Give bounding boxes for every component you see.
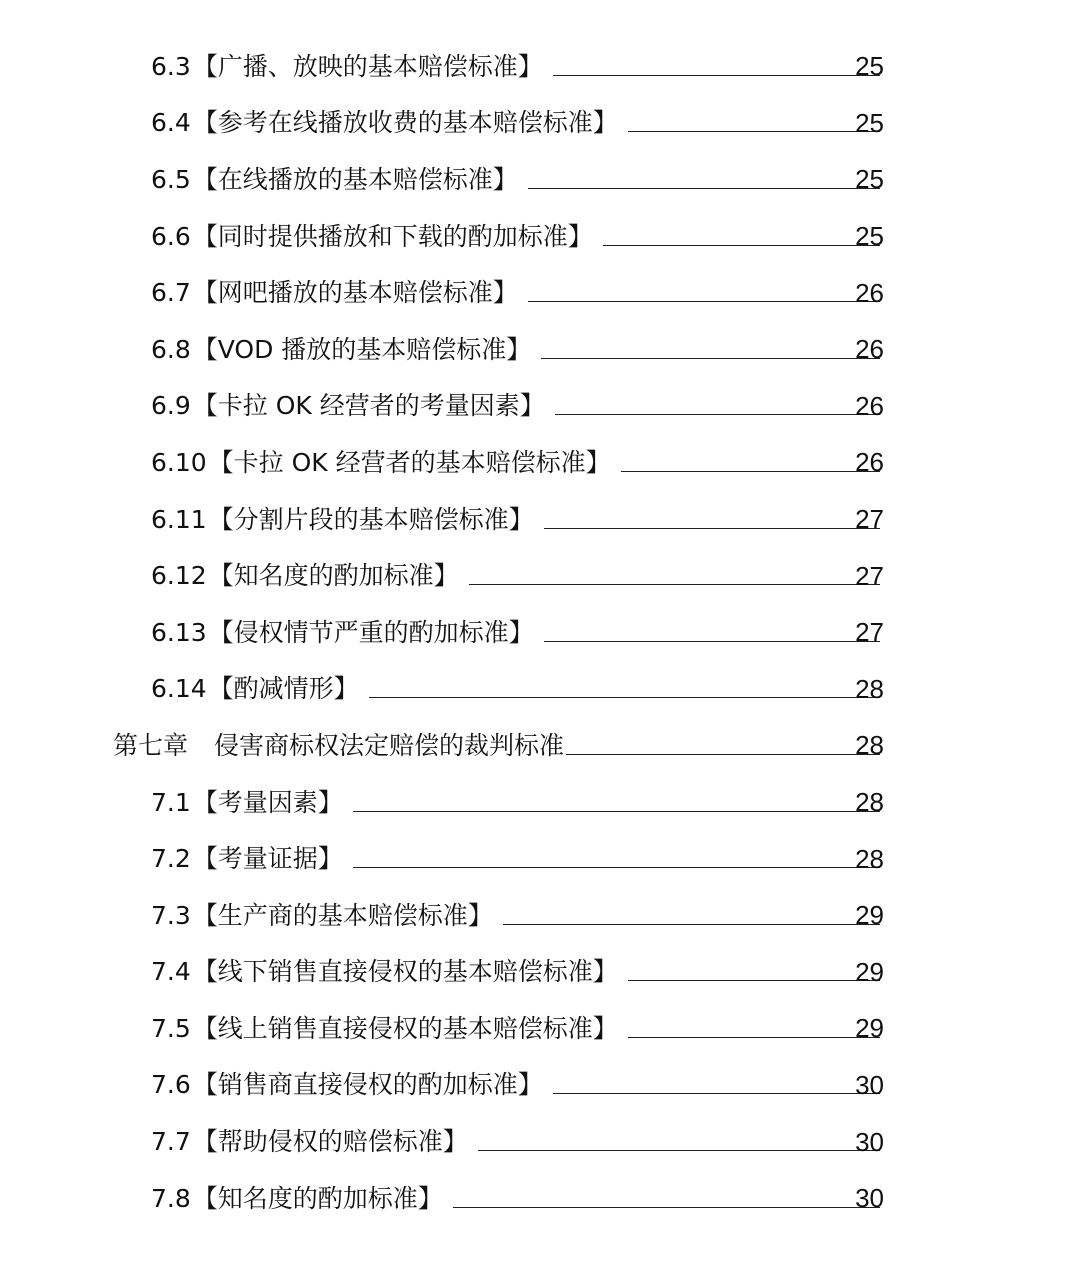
toc-entry-label	[151, 108, 618, 138]
toc-leader-line	[621, 471, 880, 472]
toc-page-number: 25	[855, 51, 884, 82]
toc-entry-label	[151, 674, 359, 704]
toc-entry[interactable]	[0, 491, 1080, 548]
toc-entry-title: 【网吧播放的基本赔偿标准】	[192, 278, 518, 308]
toc-leader-line	[553, 1093, 880, 1094]
toc-chapter-entry[interactable]	[0, 717, 1080, 774]
toc-entry[interactable]	[0, 1113, 1080, 1170]
toc-page-number: 25	[855, 107, 884, 138]
toc-entry-label	[151, 447, 611, 477]
toc-entry-label	[151, 561, 459, 591]
toc-entry-number: 6.10	[151, 447, 207, 477]
toc-entry[interactable]	[0, 1000, 1080, 1057]
toc-entry-title: 【广播、放映的基本赔偿标准】	[192, 51, 543, 81]
toc-entry-title: 【生产商的基本赔偿标准】	[192, 900, 493, 930]
toc-page-number: 25	[855, 164, 884, 195]
toc-entry[interactable]	[0, 434, 1080, 491]
toc-entry-number: 7.2	[151, 844, 191, 874]
toc-leader-line	[528, 301, 880, 302]
toc-entry-number: 6.5	[151, 164, 191, 194]
toc-chapter-number: 第七章	[113, 730, 189, 760]
toc-entry[interactable]	[0, 887, 1080, 944]
toc-entry[interactable]	[0, 151, 1080, 208]
toc-leader-line	[453, 1207, 880, 1208]
toc-leader-line	[353, 811, 880, 812]
toc-entry-number: 7.6	[151, 1070, 191, 1100]
toc-page-number: 29	[855, 900, 884, 931]
toc-page-number: 26	[855, 447, 884, 478]
toc-entry-title: 【销售商直接侵权的酌加标准】	[192, 1070, 543, 1100]
toc-entry[interactable]	[0, 321, 1080, 378]
toc-entry-title: 【知名度的酌加标准】	[192, 1183, 443, 1213]
toc-entry-label	[151, 787, 343, 817]
toc-entry[interactable]	[0, 661, 1080, 718]
toc-leader-line	[603, 245, 880, 246]
toc-page-number: 26	[855, 334, 884, 365]
toc-entry-number: 7.8	[151, 1183, 191, 1213]
toc-entry-number: 7.4	[151, 957, 191, 987]
toc-entry[interactable]	[0, 547, 1080, 604]
toc-entry-title: 【分割片段的基本赔偿标准】	[208, 504, 534, 534]
toc-entry-label	[113, 730, 565, 760]
toc-entry[interactable]	[0, 208, 1080, 265]
toc-entry-label	[151, 844, 343, 874]
toc-entry[interactable]	[0, 264, 1080, 321]
toc-leader-line	[555, 414, 880, 415]
toc-entry-number: 7.7	[151, 1127, 191, 1157]
toc-page-number: 30	[855, 1183, 884, 1214]
toc-entry-title: 【卡拉 OK 经营者的基本赔偿标准】	[208, 447, 611, 477]
toc-leader-line	[628, 1037, 880, 1038]
toc-page-number: 28	[855, 730, 884, 761]
toc-entry[interactable]	[0, 944, 1080, 1001]
toc-page-number: 29	[855, 1013, 884, 1044]
toc-entry-title: 【参考在线播放收费的基本赔偿标准】	[192, 108, 618, 138]
toc-entry-label	[151, 391, 545, 421]
toc-entry-label	[151, 900, 493, 930]
toc-entry-label	[151, 164, 518, 194]
toc-page-number: 26	[855, 390, 884, 421]
toc-entry-title: 【侵权情节严重的酌加标准】	[208, 617, 534, 647]
toc-page-number: 26	[855, 277, 884, 308]
toc-entry-label	[151, 1013, 618, 1043]
toc-entry-label	[151, 334, 532, 364]
toc-page-number: 30	[855, 1126, 884, 1157]
toc-leader-line	[503, 924, 880, 925]
toc-page-number: 28	[855, 787, 884, 818]
toc-entry[interactable]	[0, 38, 1080, 95]
toc-entry-number: 6.6	[151, 221, 191, 251]
toc-leader-line	[544, 528, 880, 529]
toc-entry-title: 【卡拉 OK 经营者的考量因素】	[192, 391, 545, 421]
toc-entry-title: 【酌减情形】	[208, 674, 359, 704]
toc-entry-title: 【在线播放的基本赔偿标准】	[192, 164, 518, 194]
toc-entry-title: 【考量因素】	[192, 787, 343, 817]
toc-page-number: 28	[855, 843, 884, 874]
toc-entry-label	[151, 504, 534, 534]
toc-page-number: 27	[855, 504, 884, 535]
toc-entry-label	[151, 1070, 543, 1100]
toc-entry-number: 6.3	[151, 51, 191, 81]
toc-entry-number: 7.3	[151, 900, 191, 930]
toc-entry-number: 6.7	[151, 278, 191, 308]
toc-entry-label	[151, 278, 518, 308]
toc-entry-title: 【同时提供播放和下载的酌加标准】	[192, 221, 593, 251]
toc-leader-line	[528, 188, 880, 189]
toc-leader-line	[544, 641, 880, 642]
toc-leader-line	[353, 867, 880, 868]
toc-entry-title: 【考量证据】	[192, 844, 343, 874]
toc-page-number: 25	[855, 221, 884, 252]
toc-entry[interactable]	[0, 95, 1080, 152]
toc-entry-title: 【线上销售直接侵权的基本赔偿标准】	[192, 1013, 618, 1043]
toc-page-number: 30	[855, 1069, 884, 1100]
toc-entry-number: 7.5	[151, 1013, 191, 1043]
toc-entry-number: 6.14	[151, 674, 207, 704]
toc-entry[interactable]	[0, 1170, 1080, 1227]
toc-page-number: 27	[855, 560, 884, 591]
toc-entry-label	[151, 1127, 468, 1157]
toc-leader-line	[566, 754, 880, 755]
toc-entry-label	[151, 51, 543, 81]
toc-leader-line	[628, 131, 880, 132]
toc-leader-line	[469, 584, 880, 585]
toc-page-number: 29	[855, 956, 884, 987]
toc-entry-number: 7.1	[151, 787, 191, 817]
toc-chapter-title: 侵害商标权法定赔偿的裁判标准	[214, 730, 565, 760]
toc-entry[interactable]	[0, 378, 1080, 435]
toc-entry-number: 6.13	[151, 617, 207, 647]
toc-entry-number: 6.4	[151, 108, 191, 138]
toc-page-number: 28	[855, 673, 884, 704]
toc-entry[interactable]	[0, 604, 1080, 661]
toc-entry-number: 6.8	[151, 334, 191, 364]
toc-entry-title: 【知名度的酌加标准】	[208, 561, 459, 591]
toc-entry[interactable]	[0, 1057, 1080, 1114]
table-of-contents	[0, 38, 1080, 1226]
toc-entry-number: 6.11	[151, 504, 207, 534]
toc-entry-label	[151, 221, 593, 251]
toc-entry-label	[151, 957, 618, 987]
toc-leader-line	[628, 980, 880, 981]
toc-entry[interactable]	[0, 774, 1080, 831]
toc-entry-title: 【线下销售直接侵权的基本赔偿标准】	[192, 957, 618, 987]
toc-leader-line	[369, 697, 880, 698]
toc-entry-number: 6.9	[151, 391, 191, 421]
toc-entry-title: 【帮助侵权的赔偿标准】	[192, 1127, 468, 1157]
toc-entry-title: 【VOD 播放的基本赔偿标准】	[192, 334, 532, 364]
toc-entry[interactable]	[0, 830, 1080, 887]
toc-leader-line	[478, 1150, 880, 1151]
toc-entry-label	[151, 617, 534, 647]
toc-leader-line	[541, 358, 880, 359]
toc-page-number: 27	[855, 617, 884, 648]
toc-entry-number: 6.12	[151, 561, 207, 591]
toc-entry-label	[151, 1183, 443, 1213]
toc-leader-line	[553, 75, 880, 76]
